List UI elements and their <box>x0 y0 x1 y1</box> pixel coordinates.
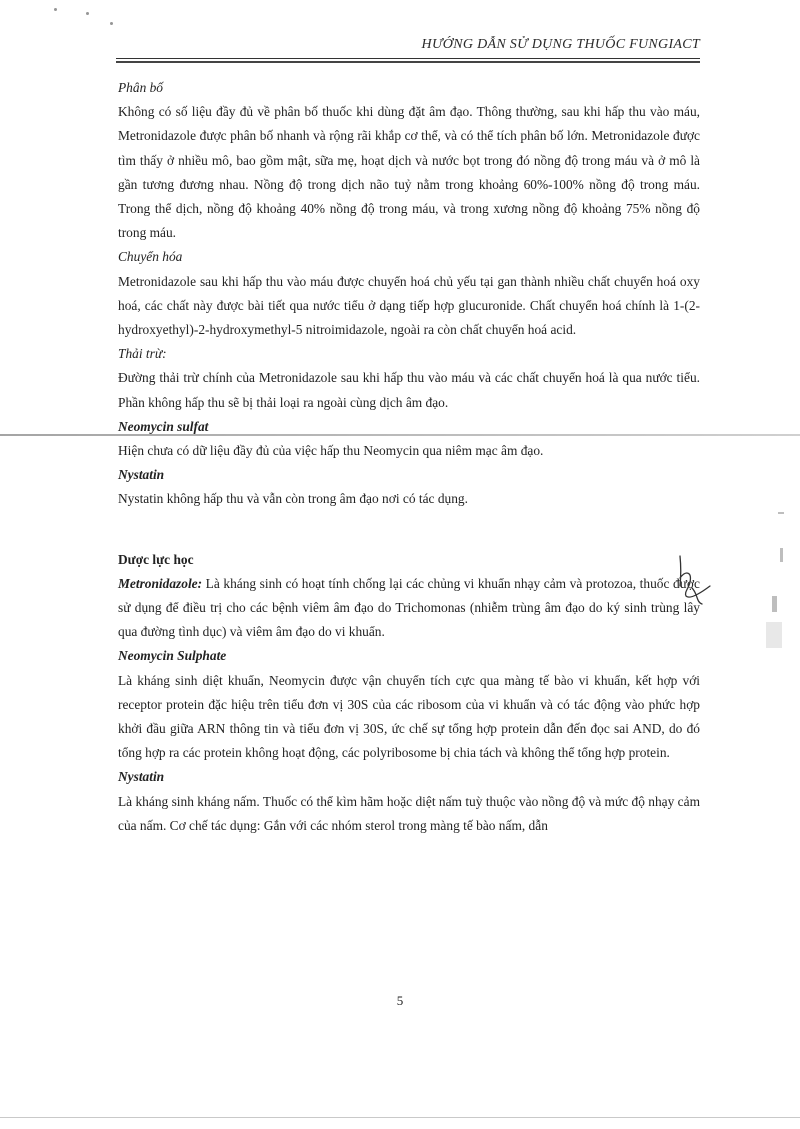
term-metronidazole: Metronidazole: <box>118 575 203 591</box>
header-rule-thick <box>116 61 700 63</box>
section-spacer <box>118 512 700 548</box>
paragraph-neomycin-sulfat: Hiện chưa có dữ liệu đầy đủ của việc hấp thu Neomycin qua niêm mạc âm đạo. <box>118 443 544 459</box>
heading-nystatin-pk: Nystatin <box>118 467 165 483</box>
scan-speck <box>110 22 113 25</box>
running-header: HƯỚNG DẪN SỬ DỤNG THUỐC FUNGIACT <box>421 37 700 52</box>
heading-neomycin-sulphate: Neomycin Sulphate <box>118 648 227 664</box>
margin-mark <box>780 548 783 562</box>
paragraph-nystatin-pd: Là kháng sinh kháng nấm. Thuốc có thể kìm hãm hoặc diệt nấm tuỳ thuộc vào nồng độ và mức độ nhạy cảm của nấm. Cơ chế tác dụng: Gắn với các nhóm sterol trong màng tế bào nấm, dẫn <box>118 793 700 833</box>
page-number: 5 <box>396 993 404 1008</box>
paragraph-chuyen-hoa: Metronidazole sau khi hấp thu vào máu được chuyển hoá chủ yếu tại gan thành nhiều chất chuyển hoá oxy hoá, các chất này được bài tiết qua nước tiểu ở dạng tiếp hợp glucuronide. Chất chuyển hoá chính là 1-(2-hydroxyethyl)-2-hydroxymethyl-5 nitroimidazole, ngoài ra còn chất chuyển hoá acid. <box>118 273 700 338</box>
text-metronidazole: Là kháng sinh có hoạt tính chống lại các chủng vi khuẩn nhạy cảm và protozoa, thuốc được sử dụng để điều trị cho các bệnh viêm âm đạo do Trichomonas (nhiễm trùng âm đạo do ký sinh trùng lây qua đường tình dục) và viêm âm đạo do vi khuẩn. <box>118 575 700 640</box>
heading-duoc-luc-hoc: Dược lực học <box>118 551 194 567</box>
heading-nystatin-pd: Nystatin <box>118 769 165 785</box>
scan-bottom-line <box>0 1117 800 1118</box>
header-rule <box>116 58 700 59</box>
margin-mark <box>778 512 784 514</box>
document-body <box>118 76 700 838</box>
heading-thai-tru: Thải trừ: <box>118 346 167 362</box>
paragraph-phan-bo: Không có số liệu đầy đủ về phân bố thuốc khi dùng đặt âm đạo. Thông thường, sau khi hấp thu vào máu, Metronidazole được phân bố nhanh và rộng rãi khắp cơ thể, và có thể tích phân bố lớn. Metronidazole được tìm thấy ở nhiều mô, bao gồm mật, sữa mẹ, hoạt dịch và nước bọt trong đó nồng độ trong máu và ở mô là gần tương đương nhau. Nồng độ trong dịch não tuỷ nằm trong khoảng 60%-100% nồng độ trong máu. Trong thể dịch, nồng độ khoảng 40% nồng độ trong máu, và trong xương nồng độ khoảng 75% nồng độ trong máu. <box>118 104 700 241</box>
scan-speck <box>86 12 89 15</box>
margin-mark <box>766 622 782 648</box>
heading-neomycin-sulfat: Neomycin sulfat <box>118 418 209 434</box>
heading-phan-bo: Phân bố <box>118 80 164 95</box>
paragraph-nystatin-pk: Nystatin không hấp thu và vẫn còn trong âm đạo nơi có tác dụng. <box>118 491 468 507</box>
signature-initials <box>672 552 716 606</box>
paragraph-metronidazole <box>118 572 700 645</box>
paragraph-neomycin-sulphate: Là kháng sinh diệt khuẩn, Neomycin được vận chuyển tích cực qua màng tế bào vi khuẩn, kết hợp với receptor protein đặc hiệu trên tiểu đơn vị 30S của các ribosom của vi khuẩn và có tác động vào phức hợp khởi đầu giữa ARN thông tin và tiểu đơn vị 30S, ức chế sự tổng hợp protein dẫn đến đọc sai AND, do đó tổng hợp ra các protein không hoạt động, các polyribosome bị chia tách và không thể tổng hợp protein. <box>118 672 700 761</box>
scan-speck <box>54 8 57 11</box>
margin-mark <box>772 596 777 612</box>
heading-chuyen-hoa: Chuyển hóa <box>118 249 183 265</box>
paragraph-thai-tru: Đường thải trừ chính của Metronidazole sau khi hấp thu vào máu và các chất chuyển hoá là qua nước tiểu. Phần không hấp thu sẽ bị thải loại ra ngoài cùng dịch âm đạo. <box>118 370 700 410</box>
